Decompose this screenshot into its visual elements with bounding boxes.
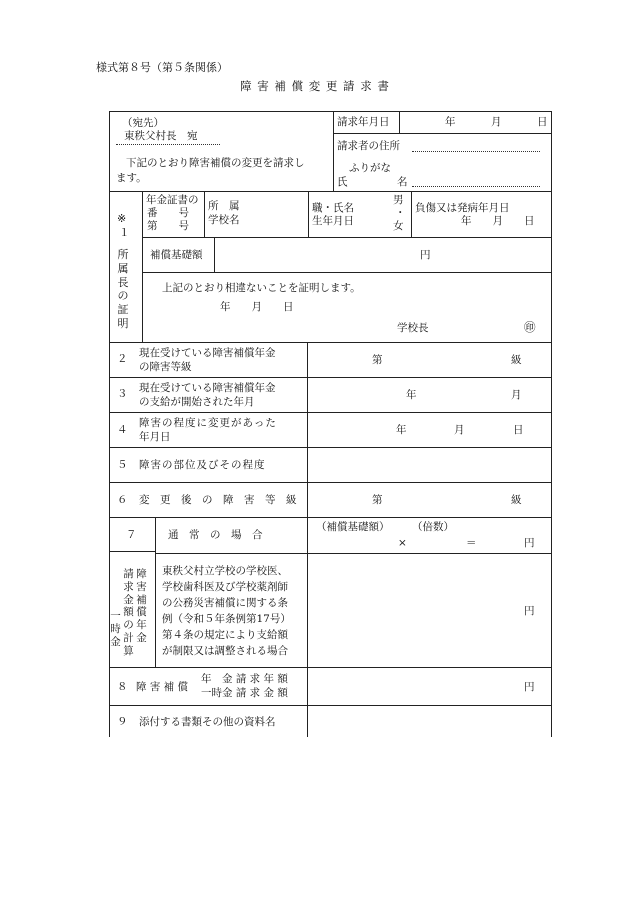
section7-vertical-col3: 一時金: [110, 610, 121, 648]
section7-number: ７: [126, 529, 137, 541]
base-amount-header: （補償基礎額）: [316, 521, 390, 533]
row5-number: ５: [117, 459, 128, 471]
equals-sign: ＝: [466, 537, 477, 549]
section8-number: ８: [117, 681, 128, 693]
name-mei: 名: [397, 176, 408, 188]
section8-yen: 円: [524, 681, 535, 693]
row3-label-line1: 現在受けている障害補償年金: [139, 382, 276, 394]
row6-number: ６: [117, 494, 128, 506]
form-title: 障 害 補 償 変 更 請 求 書: [240, 79, 390, 93]
special-case-line1: 東秩父村立学校の学校医、: [162, 565, 288, 577]
sex-male: 男: [393, 194, 404, 206]
section8-label-bottom: 一時金 請 求 金 額: [201, 687, 288, 699]
special-case-line5: 第４条の規定により支給額: [162, 629, 288, 641]
principal-label: 学校長: [397, 322, 429, 334]
request-date-day: 日: [537, 116, 548, 128]
row6-label: 変 更 後 の 障 害 等 級: [139, 494, 297, 506]
row2-value-a: 第: [372, 354, 383, 366]
row4-value-c: 日: [513, 424, 524, 436]
row5-label: 障害の部位及びその程度: [139, 459, 266, 471]
injury-date-value: 年 月 日: [461, 215, 535, 227]
base-amount-yen: 円: [420, 249, 431, 261]
special-case-yen: 円: [524, 605, 535, 617]
table-border-right: [551, 111, 552, 737]
section9-number: ９: [117, 716, 128, 728]
row3-label-line2: の支給が開始された年月: [139, 396, 255, 408]
name-shi: 氏: [337, 176, 348, 188]
row4-label-line2: 年月日: [139, 431, 171, 443]
certification-text: 上記のとおり相違ないことを証明します。: [162, 282, 361, 294]
special-case-line3: の公務災害補償に関する条: [162, 597, 288, 609]
normal-case-yen: 円: [524, 537, 535, 549]
affiliation-label: 所 属: [208, 200, 240, 212]
normal-case-label: 通 常 の 場 合: [168, 529, 263, 541]
cert-no-line1: 年金証書の: [146, 194, 199, 206]
row6-value-b: 級: [511, 494, 522, 506]
request-date-month: 月: [491, 116, 502, 128]
addressee-name: 東秩父村長 宛: [124, 130, 198, 142]
addressee-label: （宛先）: [122, 117, 164, 129]
times-sign: ×: [398, 537, 407, 549]
claimant-address-field[interactable]: [412, 151, 540, 152]
base-amount-label: 補償基礎額: [150, 249, 203, 261]
row2-label-line2: の障害等級: [139, 361, 192, 373]
row4-label-line1: 障害の程度に変更があった: [139, 417, 277, 429]
injury-date-label: 負傷又は発病年月日: [415, 202, 510, 214]
seal-mark: ㊞: [524, 320, 536, 334]
special-case-line2: 学校歯科医及び学校薬剤師: [162, 581, 288, 593]
multiplier-header: （倍数）: [412, 521, 454, 533]
cert-no-line2: 番 号: [147, 207, 189, 219]
cert-no-line3: 第 号: [147, 220, 189, 232]
row2-number: ２: [117, 353, 128, 365]
row3-number: ３: [117, 388, 128, 400]
row4-value-a: 年: [396, 424, 407, 436]
special-case-line6: が制限又は調整される場合: [162, 645, 288, 657]
row6-value-a: 第: [372, 494, 383, 506]
claimant-address-label: 請求者の住所: [337, 140, 400, 152]
row4-number: ４: [117, 424, 128, 436]
row3-value-b: 月: [511, 389, 522, 401]
request-date-year: 年: [445, 116, 456, 128]
form-number: 様式第８号（第５条関係）: [96, 61, 228, 74]
section8-label-main: 障 害 補 償: [136, 681, 189, 693]
row3-value-a: 年: [406, 389, 417, 401]
row2-label-line1: 現在受けている障害補償年金: [139, 347, 276, 359]
row4-value-b: 月: [454, 424, 465, 436]
certification-date: 年 月 日: [220, 301, 294, 313]
request-text-1: 下記のとおり障害補償の変更を請求し: [126, 157, 305, 169]
section1-mark: ※: [117, 212, 127, 225]
section1-vertical-label: 所属長の証明: [117, 248, 129, 330]
sex-female: 女: [393, 220, 404, 232]
sex-dot: ・: [395, 207, 406, 219]
row2-value-b: 級: [511, 354, 522, 366]
section9-label: 添付する書類その他の資料名: [139, 716, 276, 728]
section1-number: １: [119, 227, 130, 239]
section7-vertical-col2: 請求金額の計算: [123, 568, 134, 657]
table-border-top: [109, 111, 552, 112]
birth-date-label: 生年月日: [312, 215, 354, 227]
section8-label-top: 年 金 請 求 年 額: [201, 673, 288, 685]
furigana-label: ふりがな: [349, 162, 391, 174]
position-name-label: 職・氏名: [312, 202, 354, 214]
section7-vertical-col1: 障害補償年金: [136, 568, 147, 644]
special-case-line4: 例（令和５年条例第17号）: [162, 613, 291, 625]
request-date-label: 請求年月日: [337, 116, 390, 128]
claimant-name-field[interactable]: [412, 186, 540, 187]
school-name-label: 学校名: [208, 214, 240, 226]
request-text-2: ます。: [116, 172, 147, 184]
